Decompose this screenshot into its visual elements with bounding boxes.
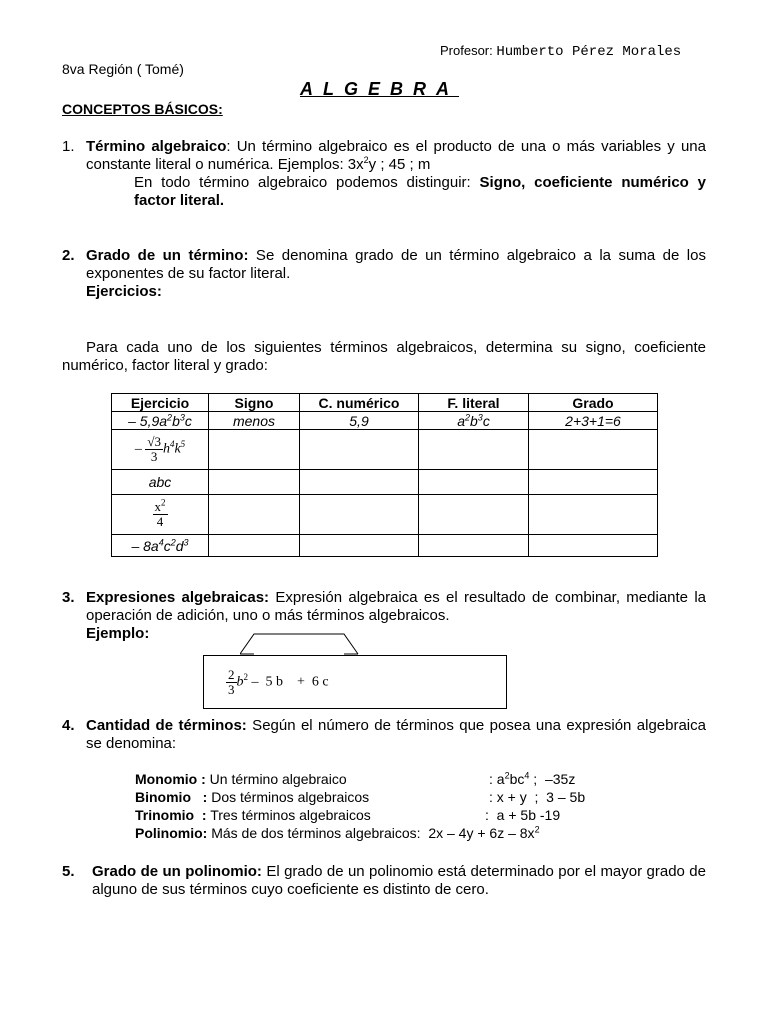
binomio-desc: Dos términos algebraicos [207,789,370,805]
example-box [203,655,507,709]
binomio-row [135,789,586,805]
fraction-denominator: 3 [228,682,235,697]
item-2 [62,247,706,301]
item-1-indent-bold: Signo, coeficiente numérico y factor literal. [134,174,706,209]
page-title: ALGEBRA [300,79,459,99]
cell-minus: – [134,441,142,457]
item-1-number: 1. [62,138,75,155]
polinomio-sup: 2 [534,824,540,835]
item-1-term: Término algebraico [86,138,227,155]
example-fraction [226,668,237,697]
table-row [112,412,658,430]
cell-text: c [163,537,171,554]
item-4-text: Según el número de términos que posea una expresión algebraica se denomina: [86,717,706,752]
cell-ejercicio: abc [112,470,209,495]
item-1-text-a: : Un término algebraico es el producto de una o más variables y una constante literal o numérica. Ejemplos: 3x [86,138,706,173]
cell-literal [419,412,529,430]
polinomio-desc: Más de dos términos algebraicos: 2x – 4y + 6z – 8x [207,825,535,841]
cell-text: c [184,412,192,429]
cell-literal [419,495,529,535]
cell-signo: menos [209,412,300,430]
monomio-label: Monomio : [135,771,206,787]
item-4 [62,717,706,753]
cell-literal [419,430,529,470]
fraction-denominator: 4 [156,514,164,529]
cell-coeficiente [300,470,419,495]
cell-text: h [162,441,170,457]
example-sup: 2 [243,672,248,683]
item-1-indent [134,174,706,210]
fraction [153,497,168,529]
item-5-body [92,863,706,899]
cell-text: b [172,412,180,429]
example-expression [226,668,329,697]
cell-ejercicio [112,412,209,430]
cell-sup: 4 [169,439,175,450]
item-1-sup: 2 [363,155,369,165]
cell-grado [529,470,658,495]
ex-text: ; –35z [529,771,576,787]
item-3 [62,589,706,643]
item-2-term: Grado de un término: [86,247,249,264]
item-5-term: Grado de un polinomio: [92,863,262,880]
cell-ejercicio [112,535,209,557]
item-2-exercises-label: Ejercicios: [86,283,162,300]
fraction [145,435,163,464]
trinomio-desc: Tres términos algebraicos [206,807,371,823]
cell-literal [419,470,529,495]
cell-sup: 5 [180,439,186,450]
example-rest: – 5 b + 6 c [248,674,329,690]
ex-sup: 4 [524,770,530,781]
cell-sup: 2 [167,411,173,422]
table-header-row [112,394,658,412]
cell-grado [529,430,658,470]
col-header-literal: F. literal [419,394,529,412]
table-row [112,535,658,557]
cell-coeficiente [300,535,419,557]
cell-sup: 2 [464,411,470,422]
cell-grado [529,535,658,557]
binomio-example: : x + y ; 3 – 5b [489,789,586,805]
binomio-label: Binomio : [135,789,208,805]
cell-ejercicio [112,430,209,470]
item-2-body [86,247,706,283]
fraction-numerator [153,497,168,515]
professor-line [440,43,681,60]
cell-grado: 2+3+1=6 [529,412,658,430]
cell-text: – 5,9a [128,412,168,429]
cell-text: c [482,412,490,429]
cell-sup: 4 [158,536,164,547]
item-1 [62,138,706,210]
cell-text: k [174,441,181,457]
item-3-example-label: Ejemplo: [86,625,150,642]
section-heading: CONCEPTOS BÁSICOS: [62,101,223,117]
item-5 [62,863,706,899]
cell-signo [209,495,300,535]
example-variable: b [236,674,244,690]
cell-text: b [470,412,478,429]
cell-ejercicio [112,495,209,535]
col-header-grado: Grado [529,394,658,412]
ex-sup: 2 [504,770,510,781]
cell-sup: 3 [183,536,189,547]
trinomio-row [135,807,561,823]
item-2-instructions: Para cada uno de los siguientes términos algebraicos, determina su signo, coeficiente numérico, factor literal y grado: [62,339,706,374]
ex-text: : a [489,771,505,787]
cell-signo [209,470,300,495]
col-header-ejercicio: Ejercicio [112,394,209,412]
exercise-table [111,393,658,557]
polinomio-row [135,825,540,841]
table-row [112,495,658,535]
arrow-up-icon [240,632,360,656]
trinomio-label: Trinomio : [135,807,207,823]
cell-sup: 3 [477,411,483,422]
col-header-signo: Signo [209,394,300,412]
cell-text: – 8a [131,537,159,554]
fraction-numerator: 2 [228,667,235,682]
item-1-indent-text: En todo término algebraico podemos distinguir: [134,174,480,191]
item-4-body [86,717,706,753]
cell-text: x [154,499,161,514]
item-3-number: 3. [62,589,75,606]
cell-grado [529,495,658,535]
cell-signo [209,535,300,557]
fraction-denominator: 3 [150,449,158,464]
cell-sup: 2 [161,497,166,508]
col-header-coeficiente: C. numérico [300,394,419,412]
item-3-body [86,589,706,625]
item-3-text: Expresión algebraica es el resultado de combinar, mediante la operación de adición, uno o más términos algebraicos. [86,589,706,624]
table-row [112,430,658,470]
cell-coeficiente: 5,9 [300,412,419,430]
item-3-term: Expresiones algebraicas: [86,589,270,606]
cell-literal [419,535,529,557]
item-2-text: Se denomina grado de un término algebraico a la suma de los exponentes de su factor literal. [86,247,706,282]
item-4-term: Cantidad de términos: [86,717,247,734]
cell-signo [209,430,300,470]
cell-sup: 3 [179,411,185,422]
item-1-text-b: y ; 45 ; m [368,156,431,173]
cell-coeficiente [300,430,419,470]
item-4-number: 4. [62,717,75,734]
item-1-body [86,138,706,174]
monomio-desc: Un término algebraico [205,771,347,787]
item-5-number: 5. [62,863,75,880]
professor-name: Humberto Pérez Morales [496,44,682,60]
monomio-example [489,771,575,787]
trinomio-example: : a + 5b -19 [485,807,561,823]
cell-text: d [175,537,184,554]
item-5-text: El grado de un polinomio está determinado por el mayor grado de alguno de sus términos cuyo coeficiente es distinto de cero. [92,863,706,898]
ex-text: bc [509,771,525,787]
region-text: 8va Región ( Tomé) [62,61,184,77]
monomio-row [135,770,576,787]
table-row [112,470,658,495]
fraction-numerator: √3 [147,434,161,449]
item-2-number: 2. [62,247,75,264]
cell-sup: 2 [170,536,176,547]
cell-text: a [457,412,465,429]
polinomio-label: Polinomio: [135,825,208,841]
professor-label: Profesor: [440,43,493,58]
cell-coeficiente [300,495,419,535]
